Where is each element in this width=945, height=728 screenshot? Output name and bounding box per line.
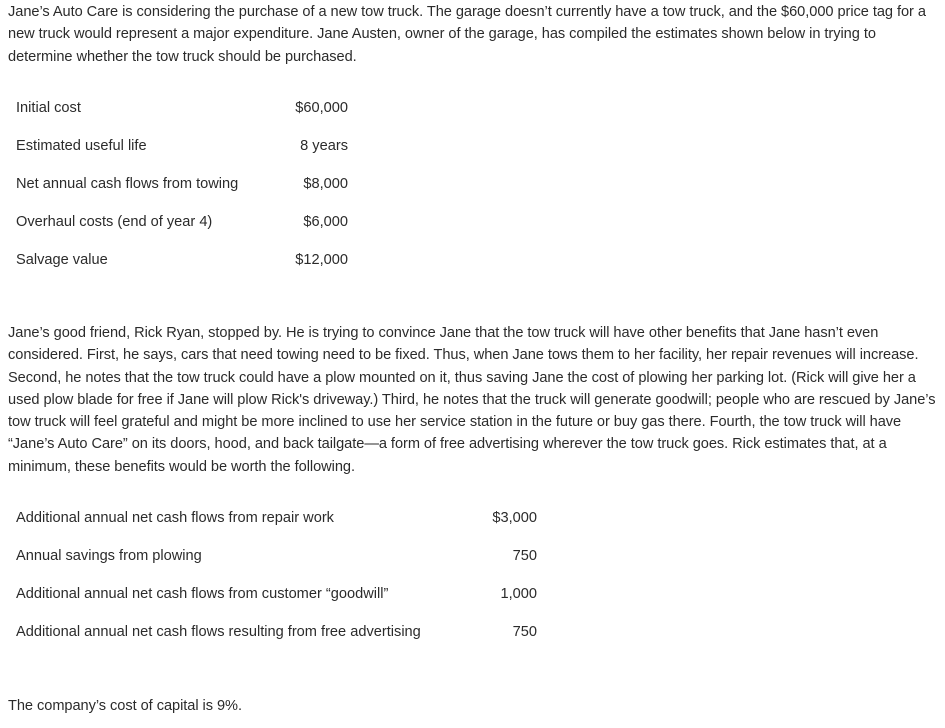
estimates-label: Overhaul costs (end of year 4) bbox=[16, 214, 213, 230]
benefits-value: 750 bbox=[512, 548, 537, 564]
estimates-label: Salvage value bbox=[16, 252, 108, 268]
benefits-label: Additional annual net cash flows resulting from free advertising bbox=[16, 624, 421, 640]
estimates-value: $12,000 bbox=[295, 252, 348, 268]
estimates-value: $60,000 bbox=[295, 100, 348, 116]
friend-paragraph: Jane’s good friend, Rick Ryan, stopped by. He is trying to convince Jane that the tow truck will have other benefits that Jane hasn’t even considered. First, he says, cars that need towing need to be fixed. Thus, when Jane tows them to her facility, her repair revenues will increase. Second, he notes that the tow truck could have a plow mounted on it, thus saving Jane the cost of plowing her parking lot. (Rick will give her a used plow blade for free if Jane will plow Rick's driveway.) Third, he notes that the truck will generate goodwill; people who are rescued by Jane’s tow truck will feel grateful and might be more inclined to use her service station in the future or buy gas there. Fourth, the tow truck will have “Jane’s Auto Care” on its doors, hood, and back tailgate—a form of free advertising wherever the tow truck goes. Rick estimates that, at a minimum, these benefits would be worth the following. bbox=[8, 325, 936, 475]
benefits-label: Additional annual net cash flows from repair work bbox=[16, 510, 334, 526]
estimates-label: Initial cost bbox=[16, 100, 81, 116]
estimates-value: $8,000 bbox=[303, 176, 348, 192]
cost-of-capital-note: The company’s cost of capital is 9%. bbox=[8, 698, 242, 714]
intro-paragraph: Jane’s Auto Care is considering the purchase of a new tow truck. The garage doesn’t currently have a tow truck, and the $60,000 price tag for a new truck would represent a major expenditure. Jane Austen, owner of the garage, has compiled the estimates shown below in trying to determine whether the tow truck should be purchased. bbox=[8, 4, 926, 65]
benefits-value: 1,000 bbox=[500, 586, 537, 602]
estimates-value: 8 years bbox=[300, 138, 348, 154]
estimates-value: $6,000 bbox=[303, 214, 348, 230]
benefits-value: $3,000 bbox=[492, 510, 537, 526]
benefits-label: Annual savings from plowing bbox=[16, 548, 202, 564]
estimates-label: Net annual cash flows from towing bbox=[16, 176, 239, 192]
benefits-value: 750 bbox=[512, 624, 537, 640]
benefits-label: Additional annual net cash flows from customer “goodwill” bbox=[16, 586, 389, 602]
estimates-label: Estimated useful life bbox=[16, 138, 147, 154]
